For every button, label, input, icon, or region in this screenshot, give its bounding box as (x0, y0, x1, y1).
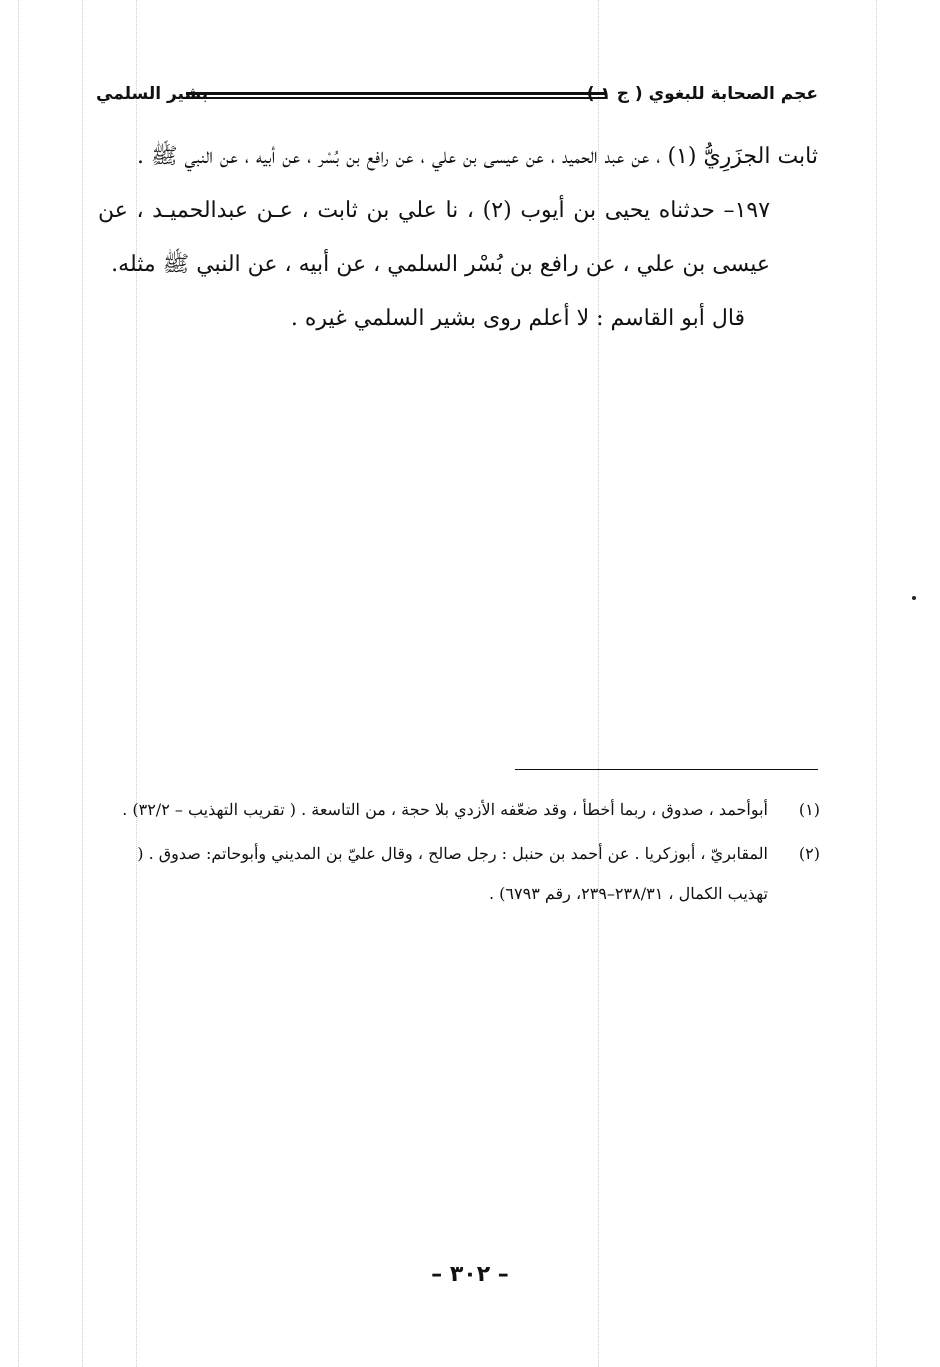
footnote-text: أبوأحمد ، صدوق ، ربما أخطأ ، وقد ضعّفه الأزدي بلا حجة ، من التاسعة . ( تقريب التهذيب – ٣٢/٢) . (122, 800, 768, 819)
hadith-paragraph: ١٩٧– حدثناه يحيى بن أيوب (٢) ، نا علي بن ثابت ، عـن عبدالحميـد ، عن عيسى بن علي ، عن رافع بن بُسْر السلمي ، عن أبيه ، عن النبي ﷺ مثله. (98, 198, 771, 277)
body-paragraph: ثابت الجزَرِيُّ (١) ، عن عبد الحميد ، عن عيسى بن علي ، عن رافع بن بُسْر ، عن أبيه ، عن النبي ﷺ . (137, 144, 818, 169)
running-header (96, 80, 818, 114)
header-section-title: بشير السلمي (96, 84, 209, 104)
scan-guide-line (18, 0, 19, 1367)
footnotes (100, 790, 820, 918)
footnote-number: (٢) (798, 844, 820, 863)
footnote-separator (515, 769, 818, 770)
footnote-text: المقابريّ ، أبوزكريا . عن أحمد بن حنبل : رجل صالح ، وقال عليّ بن المديني وأبوحاتم: صدوق . ( تهذيب الكمال ، ٢٣٨/٣١–٢٣٩، رقم ٦٧٩٣) . (137, 844, 768, 903)
footnote (100, 834, 820, 914)
scan-guide-line (82, 0, 83, 1367)
header-book-title: عجم الصحابة للبغوي ( ج ١ ) (586, 84, 818, 104)
scan-guide-line (876, 0, 877, 1367)
closing-statement: قال أبو القاسم : لا أعلم روى بشير السلمي غيره . (290, 306, 746, 331)
footnote (100, 790, 820, 830)
scan-speck (912, 596, 916, 600)
footnote-number: (١) (798, 800, 820, 819)
main-text (98, 130, 818, 346)
page-number: – ٣٠٢ – (431, 1262, 509, 1287)
header-rule (186, 92, 606, 99)
